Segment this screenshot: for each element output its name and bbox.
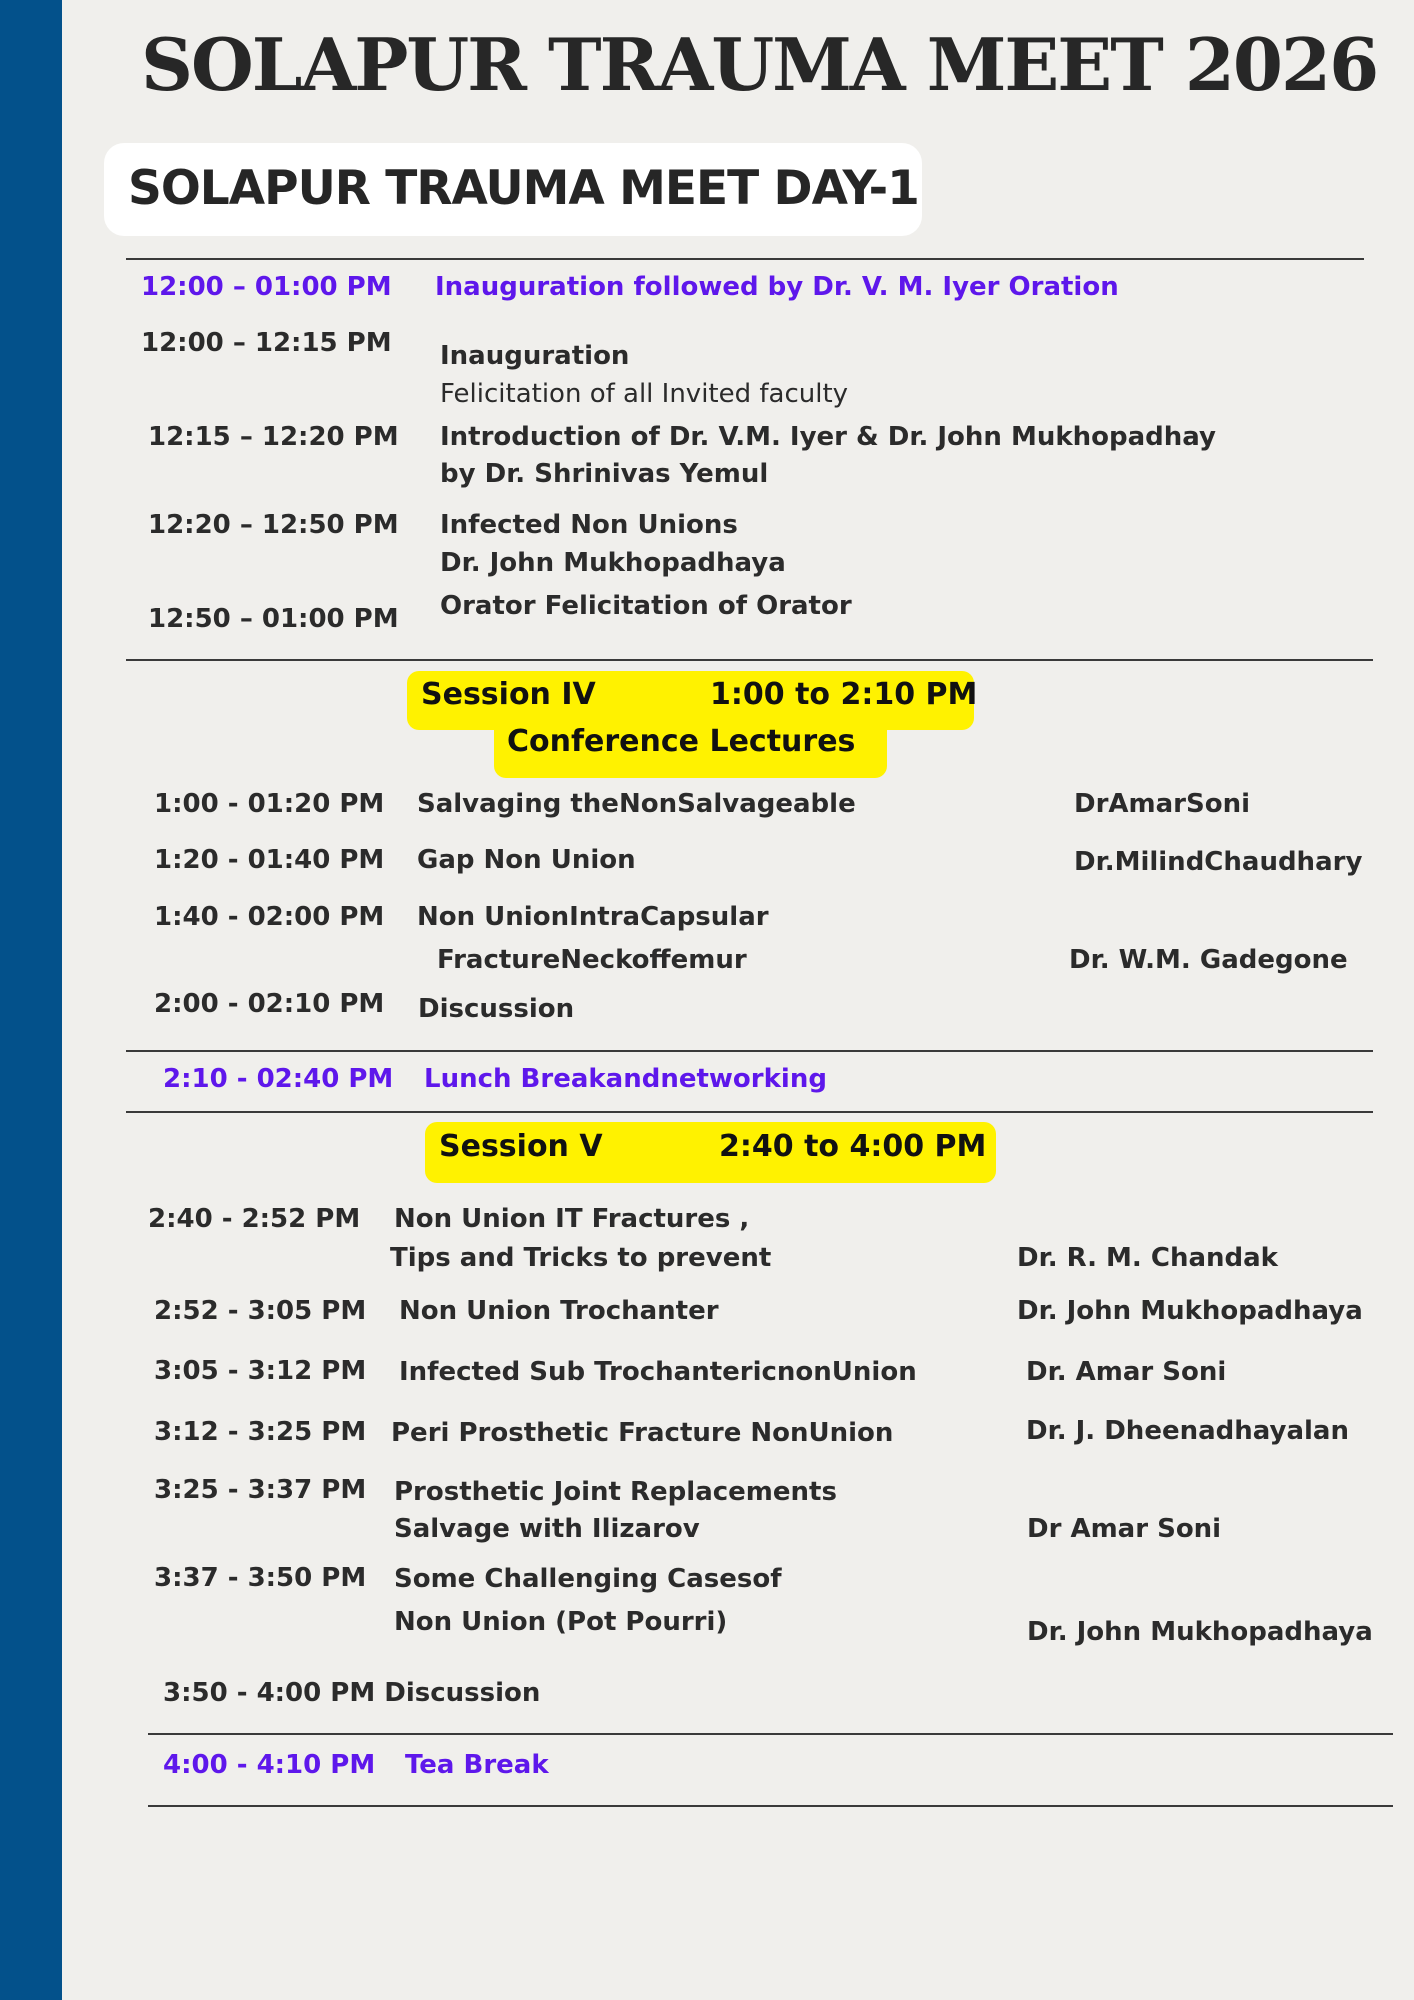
session5-time: 2:40 to 4:00 PM [719, 1129, 987, 1164]
schedule-time: 1:20 - 01:40 PM [154, 845, 385, 875]
schedule-topic-sub: Salvage with Ilizarov [394, 1514, 700, 1544]
schedule-time: 12:20 – 12:50 PM [148, 510, 399, 540]
divider [126, 659, 1373, 661]
schedule-topic-sub: Tips and Tricks to prevent [390, 1243, 772, 1273]
schedule-topic-sub: Felicitation of all Invited faculty [440, 379, 849, 409]
schedule-speaker: DrAmarSoni [1074, 789, 1250, 819]
schedule-time: 3:25 - 3:37 PM [154, 1475, 367, 1505]
schedule-time: 3:37 - 3:50 PM [154, 1563, 367, 1593]
divider [126, 258, 1364, 260]
schedule-topic-sub: FractureNeckoffemur [437, 945, 747, 975]
schedule-topic: Salvaging theNonSalvageable [417, 789, 856, 819]
day-title: SOLAPUR TRAUMA MEET DAY-1 [128, 161, 919, 216]
schedule-topic: Discussion [418, 994, 575, 1024]
schedule-topic: Infected Non Unions [440, 510, 738, 540]
page-title: SOLAPUR TRAUMA MEET 2026 [141, 22, 1378, 107]
session5-header [425, 1122, 996, 1183]
session4-name: Session IV [421, 677, 596, 712]
schedule-topic: Non Union IT Fractures , [394, 1204, 750, 1234]
schedule-time: 1:40 - 02:00 PM [154, 902, 385, 932]
lunch-time: 2:10 - 02:40 PM [163, 1064, 394, 1094]
session4-subtitle-box [494, 718, 887, 778]
lunch-title: Lunch Breakandnetworking [424, 1064, 827, 1094]
schedule-time: 3:05 - 3:12 PM [154, 1356, 367, 1386]
session5-discussion: 3:50 - 4:00 PM Discussion [163, 1678, 541, 1708]
tea-title: Tea Break [405, 1750, 549, 1780]
schedule-time: 3:12 - 3:25 PM [154, 1417, 367, 1447]
schedule-time: 2:00 - 02:10 PM [154, 989, 385, 1019]
schedule-speaker: Dr. Amar Soni [1026, 1357, 1227, 1387]
schedule-topic-sub: by Dr. Shrinivas Yemul [440, 459, 769, 489]
session5-name: Session V [439, 1129, 603, 1164]
divider [126, 1050, 1373, 1052]
session4-time: 1:00 to 2:10 PM [710, 677, 978, 712]
schedule-topic: Infected Sub TrochantericnonUnion [399, 1357, 917, 1387]
schedule-topic: Introduction of Dr. V.M. Iyer & Dr. John Mukhopadhay [440, 422, 1217, 452]
schedule-time: 2:40 - 2:52 PM [148, 1204, 361, 1234]
schedule-speaker: Dr. John Mukhopadhaya [440, 548, 786, 578]
schedule-topic: Non UnionIntraCapsular [417, 902, 769, 932]
divider [148, 1733, 1393, 1735]
schedule-time: 2:52 - 3:05 PM [154, 1296, 367, 1326]
schedule-time: 1:00 - 01:20 PM [154, 789, 385, 819]
schedule-topic: Inauguration [440, 341, 630, 371]
schedule-time: 12:50 – 01:00 PM [148, 604, 399, 634]
schedule-topic: Prosthetic Joint Replacements [394, 1477, 837, 1507]
schedule-topic: Orator Felicitation of Orator [440, 591, 852, 621]
schedule-topic: Non Union Trochanter [399, 1296, 719, 1326]
divider [148, 1805, 1393, 1807]
schedule-topic-sub: Non Union (Pot Pourri) [394, 1607, 728, 1637]
schedule-speaker: Dr. John Mukhopadhaya [1027, 1617, 1373, 1647]
schedule-speaker: Dr. R. M. Chandak [1017, 1243, 1278, 1273]
inauguration-time: 12:00 – 01:00 PM [141, 272, 392, 302]
day-title-box [104, 143, 922, 236]
schedule-topic: Gap Non Union [417, 845, 636, 875]
tea-time: 4:00 - 4:10 PM [163, 1750, 376, 1780]
divider [126, 1111, 1373, 1113]
schedule-speaker: Dr Amar Soni [1027, 1514, 1222, 1544]
inauguration-title: Inauguration followed by Dr. V. M. Iyer Oration [435, 272, 1119, 302]
schedule-topic: Peri Prosthetic Fracture NonUnion [391, 1418, 894, 1448]
left-sidebar-bar [0, 0, 62, 2000]
schedule-speaker: Dr. J. Dheenadhayalan [1026, 1416, 1349, 1446]
schedule-speaker: Dr. W.M. Gadegone [1069, 945, 1348, 975]
schedule-speaker: Dr.MilindChaudhary [1074, 847, 1363, 877]
schedule-time: 12:00 – 12:15 PM [141, 328, 392, 358]
schedule-speaker: Dr. John Mukhopadhaya [1017, 1296, 1363, 1326]
session4-subtitle: Conference Lectures [507, 724, 856, 759]
schedule-topic: Some Challenging Casesof [394, 1564, 782, 1594]
schedule-time: 12:15 – 12:20 PM [148, 422, 399, 452]
